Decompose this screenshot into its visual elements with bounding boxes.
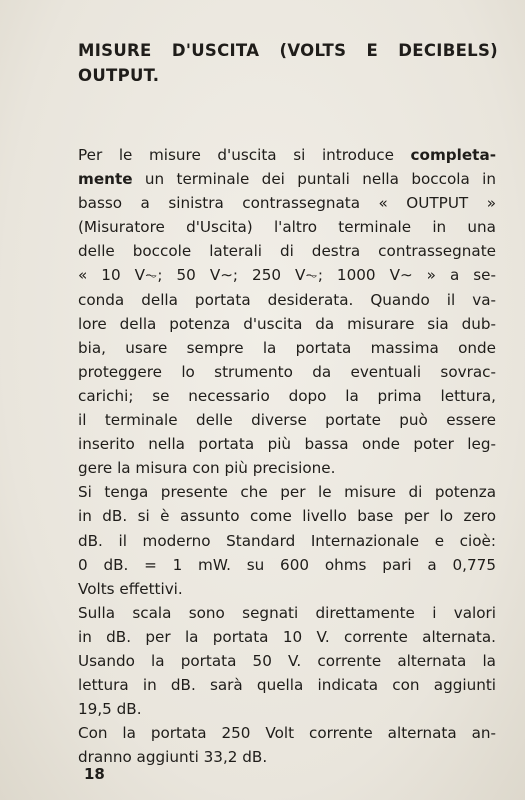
text-run: lettura in dB. sarà quella indicata con aggiunti: [78, 676, 496, 695]
text-line: [78, 456, 496, 480]
text-line: [78, 577, 496, 601]
text-run: gere la misura con più precisione.: [78, 459, 336, 478]
bold-text: mente: [78, 170, 133, 189]
text-run: il terminale delle diverse portate può essere: [78, 411, 496, 430]
text-line: [78, 263, 496, 287]
text-run: basso a sinistra contrassegnata « OUTPUT »: [78, 194, 496, 213]
text-run: dranno aggiunti 33,2 dB.: [78, 748, 268, 767]
text-line: [78, 167, 496, 191]
text-line: [78, 432, 496, 456]
heading-line: OUTPUT.: [78, 66, 160, 85]
text-line: [78, 215, 496, 239]
text-line: [78, 239, 496, 263]
text-run: Con la portata 250 Volt corrente alternata an-: [78, 724, 496, 743]
text-line: [78, 649, 496, 673]
text-run: delle boccole laterali di destra contrassegnate: [78, 242, 496, 261]
text-run: un terminale dei puntali nella boccola in: [132, 170, 496, 189]
text-run: conda della portata desiderata. Quando il va-: [78, 290, 496, 309]
text-run: bia, usare sempre la portata massima onde: [78, 338, 496, 357]
text-line: [78, 191, 496, 215]
text-run: dB. il moderno Standard Internazionale e cioè:: [78, 531, 496, 550]
text-line: [78, 673, 496, 697]
text-run: Usando la portata 50 V. corrente alternata la: [78, 651, 496, 670]
text-line: [78, 625, 496, 649]
text-line: [78, 336, 496, 360]
text-line: [78, 745, 496, 769]
text-line: [78, 553, 496, 577]
text-run: Sulla scala sono segnati direttamente i valori: [78, 603, 496, 622]
text-line: [78, 384, 496, 408]
text-line: [78, 408, 496, 432]
text-run: (Misuratore d'Uscita) l'altro terminale in una: [78, 218, 496, 237]
heading-line: MISURE D'USCITA (VOLTS E DECIBELS): [78, 41, 498, 60]
text-run: 0 dB. = 1 mW. su 600 ohms pari a 0,775: [78, 555, 496, 574]
text-line: [78, 312, 496, 336]
text-line: [78, 721, 496, 745]
text-line: [78, 697, 496, 721]
text-line: [78, 360, 496, 384]
bold-text: completa-: [410, 146, 496, 164]
text-line: [78, 529, 496, 553]
text-run: « 10 V⏦; 50 V∼; 250 V⏦; 1000 V∼ » a se-: [78, 266, 496, 285]
text-run: inserito nella portata più bassa onde poter leg-: [78, 435, 496, 454]
text-line: [78, 143, 496, 167]
text-run: in dB. si è assunto come livello base per lo zero: [78, 507, 496, 526]
page-number: 18: [84, 765, 105, 783]
text-run: proteggere lo strumento da eventuali sovrac-: [78, 362, 496, 381]
text-line: [78, 288, 496, 312]
text-run: lore della potenza d'uscita da misurare sia dub-: [78, 314, 496, 333]
section-heading: [78, 38, 498, 88]
text-line: [78, 504, 496, 528]
text-line: [78, 601, 496, 625]
body-text: [78, 143, 496, 769]
text-line: [78, 480, 496, 504]
text-run: Volts effettivi.: [78, 579, 183, 598]
text-run: carichi; se necessario dopo la prima lettura,: [78, 386, 496, 405]
text-run: Per le misure d'uscita si introduce: [78, 146, 411, 164]
text-run: 19,5 dB.: [78, 700, 142, 719]
text-run: Si tenga presente che per le misure di potenza: [78, 483, 496, 502]
text-run: in dB. per la portata 10 V. corrente alternata.: [78, 627, 496, 646]
